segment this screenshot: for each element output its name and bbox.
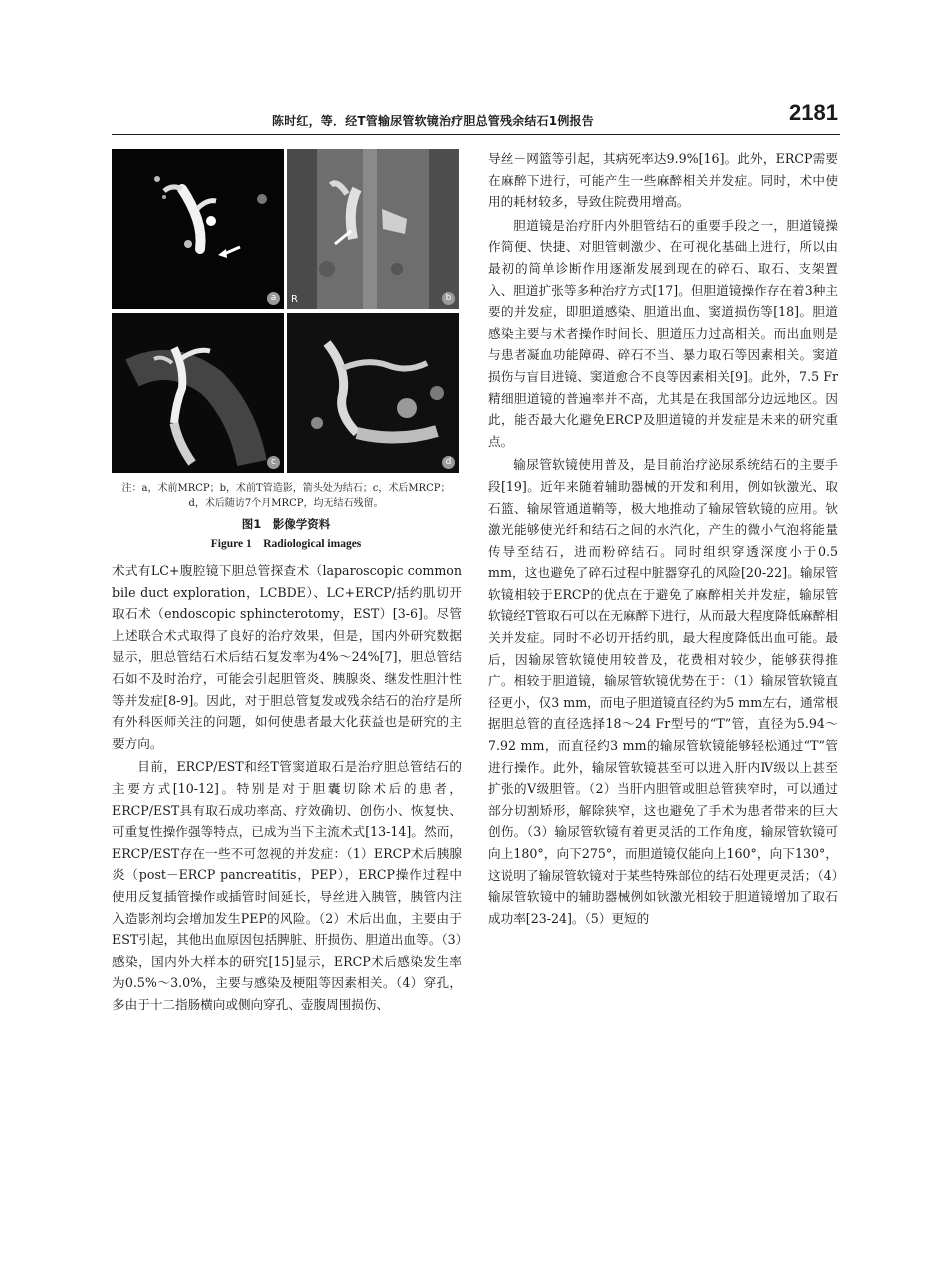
figure-panel-c (112, 313, 284, 473)
radiograph-side-marker: R (291, 294, 298, 305)
panel-label-a: a (267, 292, 280, 305)
figure-note (112, 481, 460, 511)
header-rule (112, 134, 840, 135)
figure-note-line-1: 注：a，术前MRCP；b，术前T管造影，箭头处为结石；c，术后MRCP； (121, 483, 451, 494)
figure-panel-a (112, 149, 284, 309)
page-number: 2181 (789, 100, 838, 125)
paragraph: 输尿管软镜使用普及，是目前治疗泌尿系统结石的主要手段[19]。近年来随着辅助器械的开发和利用，例如钬激光、取石篮、输尿管通道鞘等，极大地推动了输尿管软镜的应用。钬激光能够使光纤和结石之间的水汽化，产生的微小气泡将能量传导至结石，进而粉碎结石。同时组织穿透深度小于0.5 mm，这也避免了碎石过程中脏器穿孔的风险[20-22]。输尿管软镜相较于ERCP的优点在于避免了麻醉相关并发症，输尿管软镜经T管取石可以在无麻醉下进行，从而最大程度降低麻醉相关并发症。同时不必切开括约肌，最大程度降低出血可能。最后，因输尿管软镜使用较普及，花费相对较少，能够获得推广。相较于胆道镜，输尿管软镜优势在于：（1）输尿管软镜直径更小，仅3 mm，而电子胆道镜直径约为5 mm左右，通常根据胆总管的直径选择18～24 Fr型号的“T”管，直径为5.94～7.92 mm，而直径约3 mm的输尿管软镜能够轻松通过“T”管进行操作。此外，输尿管软镜甚至可以进入肝内Ⅳ级以上甚至扩张的Ⅴ级胆管。（2）当肝内胆管或胆总管狭窄时，可以通过部分切割矫形，解除狭窄，这也避免了手术为患者带来的巨大创伤。（3）输尿管软镜有着更灵活的工作角度，输尿管软镜可向上180°，向下275°，而胆道镜仅能向上160°，向下130°，这说明了输尿管软镜对于某些特殊部位的结石处理更灵活；（4）输尿管软镜中的辅助器械例如钬激光相较于胆道镜增加了取石成功率[23-24]。（5）更短的 (488, 457, 838, 926)
running-header (112, 100, 840, 134)
left-column (112, 560, 462, 1015)
mrcp-image-c (112, 313, 284, 473)
panel-label-c: c (267, 456, 280, 469)
panel-label-d: d (442, 456, 455, 469)
panel-label-b: b (442, 292, 455, 305)
paragraph: 目前，ERCP/EST和经T管窦道取石是治疗胆总管结石的主要方式[10-12]。特别是对于胆囊切除术后的患者，ERCP/EST具有取石成功率高、疗效确切、创伤小、恢复快、可重复性操作强等特点，已成为当下主流术式[13-14]。然而，ERCP/EST存在一些不可忽视的并发症：（1）ERCP术后胰腺炎（post－ERCP pancreatitis，PEP），ERCP操作过程中使用反复插管操作或插管时间延长，导丝进入胰管，胰管内注入造影剂均会增加发生PEP的风险。（2）术后出血，主要由于EST引起，其他出血原因包括脾脏、肝损伤、胆道出血等。（3）感染，国内外大样本的研究[15]显示，ERCP术后感染发生率为0.5%～3.0%，主要与感染及梗阻等因素相关。（4）穿孔，多由于十二指肠横向或侧向穿孔、壶腹周围损伤、 (112, 759, 462, 1012)
figure-caption-en: Figure 1 Radiological images (210, 538, 362, 550)
paragraph: 胆道镜是治疗肝内外胆管结石的重要手段之一，胆道镜操作简便、快捷、对胆管刺激少、在可视化基础上进行，所以由最初的简单诊断作用逐渐发展到现在的碎石、取石、支架置入、胆道扩张等多种治疗方式[17]。但胆道镜操作存在着3种主要的并发症，即胆道感染、胆道出血、窦道损伤等[18]。胆道感染主要与术者操作时间长、胆道压力过高相关。而出血则是与患者凝血功能障碍、碎石不当、暴力取石等因素相关。窦道损伤与盲目进镜、窦道愈合不良等因素相关[9]。此外，7.5 Fr精细胆道镜的普遍率并不高，尤其是在我国部分边远地区。因此，能否最大化避免ERCP及胆道镜的并发症是未来的研究重点。 (488, 217, 838, 449)
figure-caption-cn: 图1 影像学资料 (241, 517, 331, 531)
header-title: 陈时红，等．经T管输尿管软镜治疗胆总管残余结石1例报告 (272, 114, 594, 128)
right-column (488, 148, 838, 929)
paragraph: 导丝－网篮等引起，其病死率达9.9%[16]。此外，ERCP需要在麻醉下进行，可能产生一些麻醉相关并发症。同时，术中使用的耗材较多，导致住院费用增高。 (488, 151, 838, 210)
t-tube-cholangiogram-image (287, 149, 459, 309)
mrcp-image-a (112, 149, 284, 309)
figure-1 (112, 149, 460, 473)
mrcp-image-d (287, 313, 459, 473)
figure-note-line-2: d，术后随访7个月MRCP，均无结石残留。 (188, 498, 384, 509)
figure-panel-b (287, 149, 459, 309)
figure-panel-d (287, 313, 459, 473)
paragraph: 术式有LC+腹腔镜下胆总管探查术（laparoscopic common bile duct exploration，LCBDE）、LC+ERCP/括约肌切开取石术（endoscopic sphincterotomy，EST）[3-6]。尽管上述联合术式取得了良好的治疗效果，但是，国内外研究数据显示，胆总管结石术后结石复发率为4%～24%[7]，胆总管结石如不及时治疗，可能会引起胆管炎、胰腺炎、继发性胆汁性等并发症[8-9]。因此，对于胆总管复发或残余结石的治疗是所有外科医师关注的问题，如何使患者最大化获益也是研究的主要方向。 (112, 563, 462, 751)
